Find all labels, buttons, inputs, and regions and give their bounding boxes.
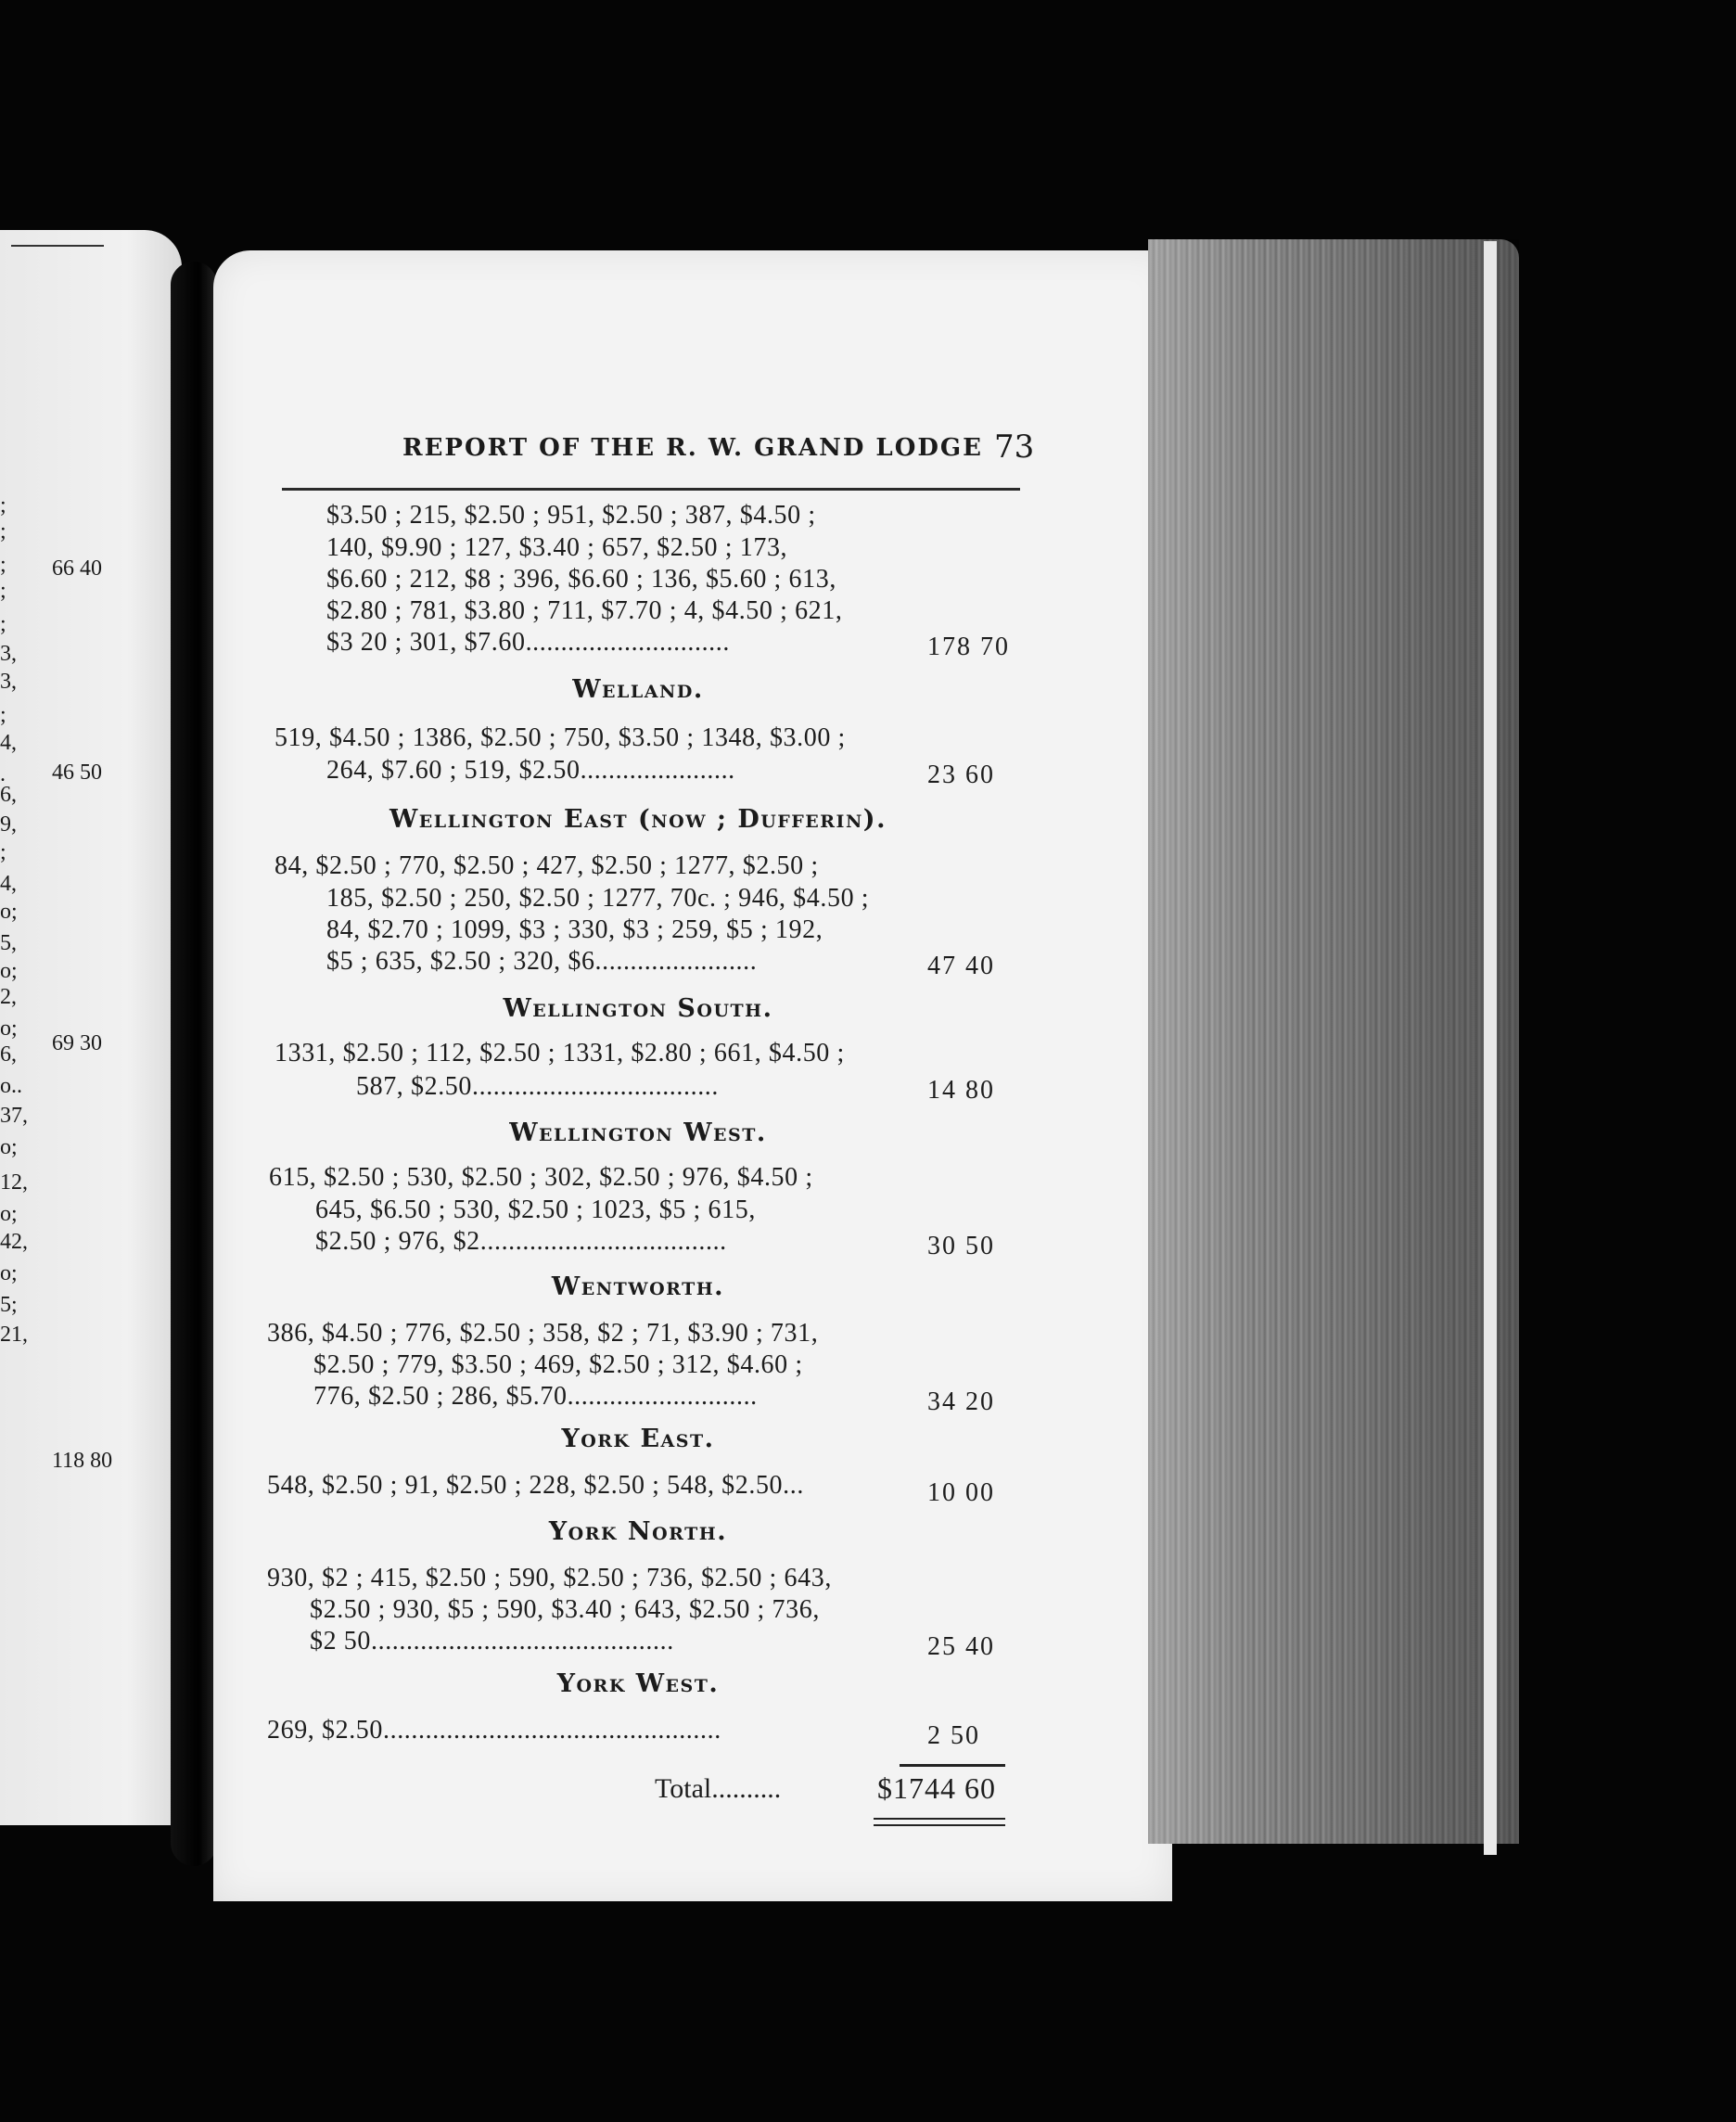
section-amount: 30 50 bbox=[927, 1232, 995, 1260]
left-page-margin-mark: 12, bbox=[0, 1170, 28, 1195]
left-page-margin-mark: 2, bbox=[0, 985, 17, 1009]
left-page-margin-mark: 3, bbox=[0, 642, 17, 666]
section-heading: Wentworth. bbox=[551, 1272, 725, 1301]
running-head: REPORT OF THE R. W. GRAND LODGE bbox=[402, 434, 983, 462]
entry-line: $2.50 ; 930, $5 ; 590, $3.40 ; 643, $2.50 ; 736, bbox=[310, 1595, 820, 1624]
entry-line: $2 50........................................... bbox=[310, 1627, 674, 1655]
entry-line: 185, $2.50 ; 250, $2.50 ; 1277, 70c. ; 946, $4.50 ; bbox=[326, 884, 870, 913]
entry-line: 645, $6.50 ; 530, $2.50 ; 1023, $5 ; 615, bbox=[315, 1195, 756, 1224]
left-page-amount: 118 80 bbox=[52, 1449, 113, 1473]
entry-line: 140, $9.90 ; 127, $3.40 ; 657, $2.50 ; 173, bbox=[326, 533, 788, 562]
section-amount: 178 70 bbox=[927, 633, 1010, 661]
page-edges-shade bbox=[1148, 239, 1519, 1844]
entry-line: 269, $2.50................................................ bbox=[267, 1716, 721, 1745]
section-heading: York East. bbox=[561, 1425, 715, 1453]
page-number: 73 bbox=[994, 428, 1035, 466]
left-page-margin-mark: 3, bbox=[0, 670, 17, 694]
entry-line: $3 20 ; 301, $7.60............................. bbox=[326, 628, 730, 657]
entry-line: 84, $2.70 ; 1099, $3 ; 330, $3 ; 259, $5 ; 192, bbox=[326, 915, 823, 944]
entry-line: 615, $2.50 ; 530, $2.50 ; 302, $2.50 ; 976, $4.50 ; bbox=[269, 1163, 813, 1192]
section-heading: Wellington South. bbox=[503, 994, 773, 1023]
section-heading: Wellington East (now ; Dufferin). bbox=[389, 805, 887, 834]
section-amount: 25 40 bbox=[927, 1632, 995, 1661]
left-page-margin-mark: ; bbox=[0, 519, 6, 543]
left-page-amount: 46 50 bbox=[52, 761, 102, 785]
left-page-rule bbox=[11, 245, 104, 247]
left-page-margin-mark: ; bbox=[0, 703, 6, 727]
entry-line: 84, $2.50 ; 770, $2.50 ; 427, $2.50 ; 1277, $2.50 ; bbox=[274, 851, 819, 880]
left-page-margin-mark: . bbox=[0, 762, 6, 786]
entry-line: 930, $2 ; 415, $2.50 ; 590, $2.50 ; 736, $2.50 ; 643, bbox=[267, 1564, 832, 1592]
left-page-margin-mark: 6, bbox=[0, 1042, 17, 1067]
entry-line: 1331, $2.50 ; 112, $2.50 ; 1331, $2.80 ; 661, $4.50 ; bbox=[274, 1039, 845, 1067]
entry-line: 587, $2.50................................... bbox=[356, 1072, 719, 1101]
left-page-amount: 69 30 bbox=[52, 1031, 102, 1055]
total-rule bbox=[900, 1764, 1005, 1767]
total-label: Total.......... bbox=[655, 1773, 782, 1804]
entry-line: 548, $2.50 ; 91, $2.50 ; 228, $2.50 ; 548, $2.50... bbox=[267, 1471, 804, 1500]
left-page-margin-mark: ; bbox=[0, 553, 6, 577]
left-page-margin-mark: 9, bbox=[0, 812, 17, 837]
left-page-margin-mark: o; bbox=[0, 1202, 18, 1226]
left-page-margin-mark: o; bbox=[0, 1261, 18, 1285]
entry-line: $3.50 ; 215, $2.50 ; 951, $2.50 ; 387, $4.50 ; bbox=[326, 501, 816, 530]
left-page-margin-mark: 4, bbox=[0, 872, 17, 896]
section-amount: 23 60 bbox=[927, 761, 995, 789]
entry-line: 776, $2.50 ; 286, $5.70........................... bbox=[313, 1382, 758, 1411]
section-heading: Wellington West. bbox=[509, 1119, 767, 1147]
left-page-amount: 66 40 bbox=[52, 556, 102, 581]
left-page-margin-mark: o.. bbox=[0, 1074, 22, 1098]
left-page-margin-mark: o; bbox=[0, 1016, 18, 1041]
left-page-margin-mark: 6, bbox=[0, 783, 17, 807]
section-heading: York North. bbox=[548, 1517, 728, 1546]
entry-line: $2.50 ; 779, $3.50 ; 469, $2.50 ; 312, $4.60 ; bbox=[313, 1350, 803, 1379]
left-page-margin-mark: 42, bbox=[0, 1230, 28, 1254]
left-page bbox=[0, 230, 182, 1825]
left-page-margin-mark: 5, bbox=[0, 931, 17, 955]
left-page-margin-mark: o; bbox=[0, 1135, 18, 1159]
section-heading: York West. bbox=[556, 1669, 720, 1698]
entry-line: $6.60 ; 212, $8 ; 396, $6.60 ; 136, $5.60 ; 613, bbox=[326, 565, 836, 594]
left-page-margin-mark: o; bbox=[0, 900, 18, 924]
total-value: $1744 60 bbox=[877, 1771, 996, 1805]
entry-line: 264, $7.60 ; 519, $2.50...................... bbox=[326, 756, 735, 785]
section-heading: Welland. bbox=[572, 675, 704, 704]
entry-line: $5 ; 635, $2.50 ; 320, $6....................... bbox=[326, 947, 758, 976]
section-amount: 2 50 bbox=[927, 1721, 980, 1750]
left-page-margin-mark: o; bbox=[0, 959, 18, 983]
book-gutter bbox=[171, 262, 217, 1866]
cover-edge bbox=[1484, 241, 1497, 1855]
left-page-margin-mark: 4, bbox=[0, 731, 17, 755]
total-double-rule-bottom bbox=[874, 1824, 1005, 1826]
left-page-margin-mark: 37, bbox=[0, 1104, 28, 1128]
entry-line: $2.80 ; 781, $3.80 ; 711, $7.70 ; 4, $4.50 ; 621, bbox=[326, 596, 843, 625]
section-amount: 47 40 bbox=[927, 952, 995, 980]
left-page-margin-mark: ; bbox=[0, 840, 6, 864]
entry-line: 519, $4.50 ; 1386, $2.50 ; 750, $3.50 ; 1348, $3.00 ; bbox=[274, 723, 846, 752]
section-amount: 14 80 bbox=[927, 1076, 995, 1105]
entry-line: $2.50 ; 976, $2................................... bbox=[315, 1227, 727, 1256]
left-page-margin-mark: 21, bbox=[0, 1323, 28, 1347]
header-rule bbox=[282, 488, 1020, 491]
left-page-margin-mark: ; bbox=[0, 493, 6, 518]
left-page-margin-mark: 5; bbox=[0, 1293, 18, 1317]
section-amount: 34 20 bbox=[927, 1387, 995, 1416]
section-amount: 10 00 bbox=[927, 1478, 995, 1507]
left-page-margin-mark: ; bbox=[0, 579, 6, 603]
left-page-margin-mark: ; bbox=[0, 612, 6, 636]
entry-line: 386, $4.50 ; 776, $2.50 ; 358, $2 ; 71, $3.90 ; 731, bbox=[267, 1319, 819, 1348]
total-double-rule-top bbox=[874, 1818, 1005, 1820]
